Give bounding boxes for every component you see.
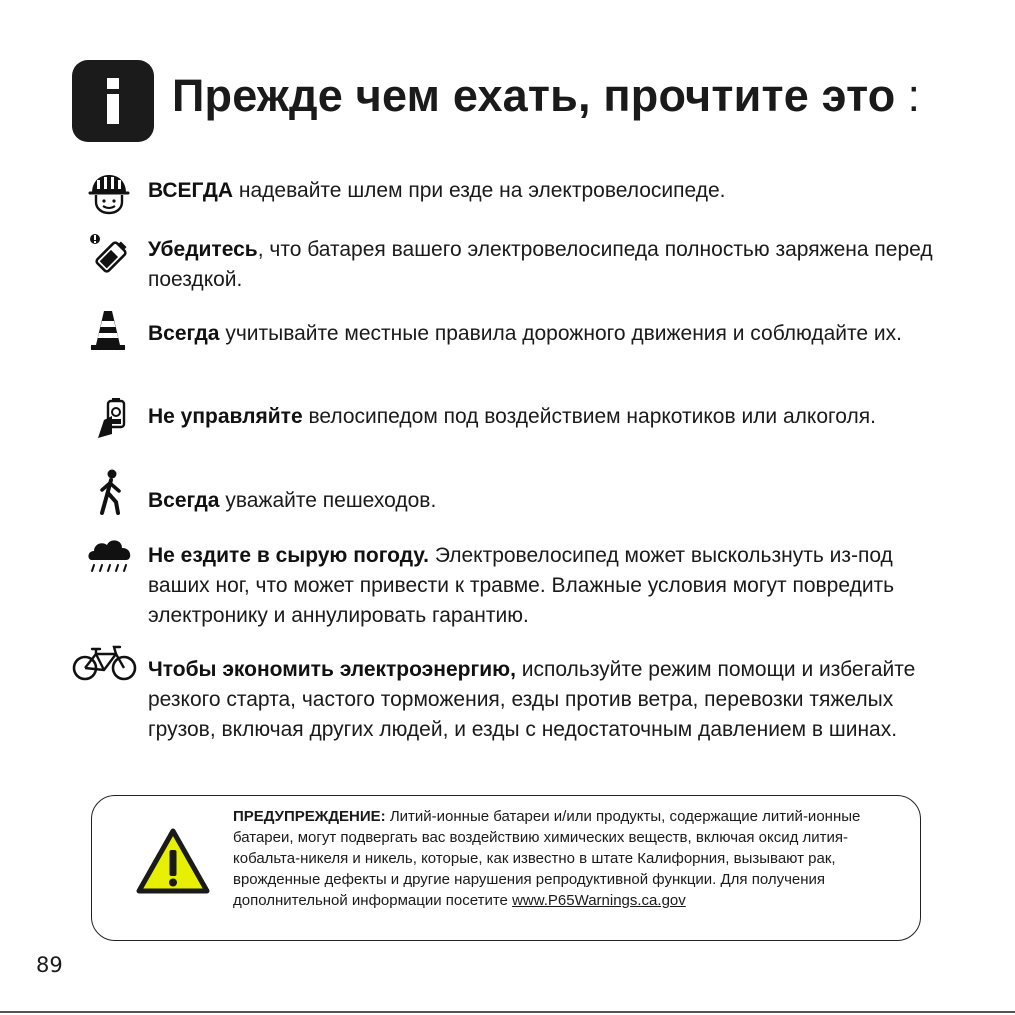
rule-rain bbox=[0, 540, 940, 632]
rule-no-drinking bbox=[0, 398, 940, 460]
rule-text bbox=[148, 486, 938, 516]
warning-label: ПРЕДУПРЕЖДЕНИЕ: bbox=[233, 808, 386, 825]
warning-text bbox=[233, 806, 893, 911]
rule-helmet bbox=[0, 174, 940, 214]
rule-bold: Всегда bbox=[148, 322, 220, 345]
battery-icon bbox=[87, 231, 131, 275]
page-title-text: Прежде чем ехать, прочтите это bbox=[172, 70, 896, 121]
rain-cloud-icon bbox=[86, 536, 134, 574]
bottom-divider bbox=[0, 1011, 1015, 1013]
title-row bbox=[72, 60, 992, 142]
rule-body: Электровелосипед может выскользнуть из-под ваших ног, что может привести к травме. Влажные условия могут повредить электронику и аннулировать гарантию. bbox=[148, 544, 895, 627]
page-number: 89 bbox=[36, 953, 63, 977]
rule-body: используйте режим помощи и избегайте резкого старта, частого торможения, езды против ветра, перевозки тяжелых грузов, включая других людей, и езды с недостаточным давлением в шинах. bbox=[148, 658, 916, 741]
page-title bbox=[172, 70, 920, 122]
info-icon-stem bbox=[107, 94, 119, 124]
no-drinking-icon bbox=[94, 398, 130, 440]
warning-triangle-icon bbox=[136, 828, 210, 894]
warning-link[interactable]: www.P65Warnings.ca.gov bbox=[512, 892, 686, 909]
rule-body: учитывайте местные правила дорожного движения и соблюдайте их. bbox=[219, 322, 902, 345]
traffic-cone-icon bbox=[90, 309, 126, 351]
rule-text bbox=[148, 176, 938, 206]
helmet-icon bbox=[87, 172, 131, 216]
rule-text bbox=[148, 319, 938, 349]
warning-body: Литий-ионные батареи и/или продукты, содержащие литий-ионные батареи, могут подвергать вас воздействию химических веществ, включая оксид лития-кобальта-никеля и никель, которые, как известно в штате Калифорния, вызывают рак, врожденные дефекты и другие нарушения репродуктивной функции. Для получения дополнительной информации посетите bbox=[233, 808, 861, 909]
rule-bold: Чтобы экономить электроэнергию, bbox=[148, 658, 516, 681]
rule-text bbox=[148, 235, 938, 295]
pedestrian-icon bbox=[96, 469, 126, 515]
rule-body: велосипедом под воздействием наркотиков или алкоголя. bbox=[302, 405, 876, 428]
rule-battery bbox=[0, 231, 940, 293]
rule-traffic bbox=[0, 315, 940, 377]
rule-bold: Всегда bbox=[148, 489, 220, 512]
rule-bold: ВСЕГДА bbox=[148, 179, 234, 202]
rule-text bbox=[148, 402, 938, 432]
rule-text bbox=[148, 655, 938, 745]
rule-energy bbox=[0, 654, 940, 774]
bicycle-icon bbox=[72, 644, 138, 682]
rule-body: , что батарея вашего электровелосипеда полностью заряжена перед поездкой. bbox=[148, 238, 933, 291]
info-icon bbox=[72, 60, 154, 142]
info-icon-dot bbox=[107, 78, 119, 89]
warning-box bbox=[91, 795, 921, 941]
rule-pedestrian bbox=[0, 481, 940, 521]
rule-bold: Не управляйте bbox=[148, 405, 303, 428]
rule-bold: Не ездите в сырую погоду. bbox=[148, 544, 429, 567]
page-title-colon: : bbox=[907, 70, 921, 121]
rule-body: надевайте шлем при езде на электровелосипеде. bbox=[233, 179, 726, 202]
rule-body: уважайте пешеходов. bbox=[219, 489, 437, 512]
rule-bold: Убедитесь bbox=[148, 238, 258, 261]
rule-text bbox=[148, 541, 938, 631]
